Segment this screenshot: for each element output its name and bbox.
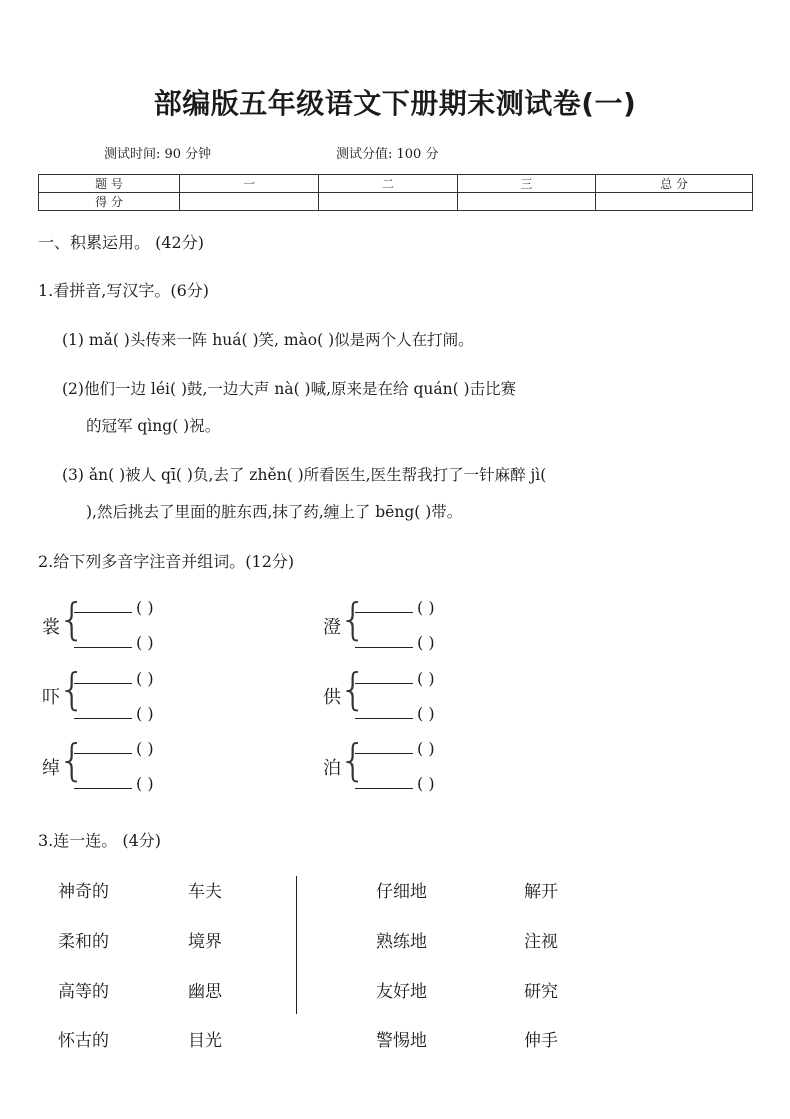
question-1-line-2a: (2)他们一边 léi( )鼓,一边大声 nà( )喊,原来是在给 quán( )击比赛 — [62, 380, 517, 398]
question-1-line-3b: ),然后挑去了里面的脏东西,抹了药,缠上了 bēng( )带。 — [86, 503, 463, 521]
answer-blank[interactable] — [355, 774, 413, 789]
answer-blank[interactable] — [74, 633, 132, 648]
brace-icon: { — [339, 735, 367, 786]
match-item[interactable]: 解开 — [524, 882, 558, 902]
answer-blank[interactable] — [355, 739, 413, 754]
match-item[interactable]: 幽思 — [188, 982, 222, 1002]
match-item[interactable]: 高等的 — [58, 982, 109, 1002]
brace-icon: { — [339, 594, 367, 645]
test-time: 测试时间: 90 分钟 — [104, 147, 212, 162]
question-1-line-3a: (3) ǎn( )被人 qī( )负,去了 zhěn( )所看医生,医生帮我打了一针麻醉 jì( — [62, 466, 547, 484]
match-item[interactable]: 车夫 — [188, 882, 222, 902]
match-item[interactable]: 神奇的 — [58, 882, 109, 902]
blank-row[interactable]: ( ) — [74, 704, 154, 723]
score-cell[interactable] — [596, 193, 753, 211]
score-table-header-row — [39, 175, 753, 193]
blank-row[interactable]: ( ) — [74, 774, 154, 793]
score-cell[interactable] — [319, 193, 458, 211]
polyphone-char: 供 — [323, 687, 341, 708]
blank-row[interactable]: ( ) — [355, 704, 435, 723]
blank-row[interactable]: ( ) — [74, 598, 154, 617]
answer-blank[interactable] — [74, 598, 132, 613]
match-item[interactable]: 柔和的 — [58, 932, 109, 952]
section-heading: 一、积累运用。 (42分) — [38, 233, 204, 252]
match-item[interactable]: 熟练地 — [376, 932, 427, 952]
brace-icon: { — [58, 594, 86, 645]
answer-blank[interactable] — [355, 598, 413, 613]
blank-row[interactable]: ( ) — [355, 669, 435, 688]
table-cell: 二 — [319, 175, 458, 193]
brace-icon: { — [339, 664, 367, 715]
match-item[interactable]: 注视 — [524, 932, 558, 952]
match-item[interactable]: 伸手 — [524, 1031, 558, 1051]
table-cell: 三 — [458, 175, 596, 193]
polyphone-char: 泊 — [323, 758, 341, 779]
table-cell: 题 号 — [39, 175, 180, 193]
score-cell[interactable] — [180, 193, 319, 211]
answer-blank[interactable] — [74, 774, 132, 789]
match-item[interactable]: 目光 — [188, 1031, 222, 1051]
question-2-title: 2.给下列多音字注音并组词。(12分) — [38, 552, 295, 571]
question-1-line-2b: 的冠军 qìng( )祝。 — [86, 417, 221, 435]
blank-row[interactable]: ( ) — [74, 633, 154, 652]
match-item[interactable]: 警惕地 — [376, 1031, 427, 1051]
question-3-title: 3.连一连。 (4分) — [38, 831, 162, 850]
question-1-title: 1.看拼音,写汉字。(6分) — [38, 281, 210, 300]
answer-blank[interactable] — [355, 633, 413, 648]
page-title: 部编版五年级语文下册期末测试卷(一) — [153, 87, 637, 120]
answer-blank[interactable] — [355, 669, 413, 684]
answer-blank[interactable] — [355, 704, 413, 719]
score-table-score-row — [39, 193, 753, 211]
match-item[interactable]: 仔细地 — [376, 882, 427, 902]
polyphone-char: 吓 — [42, 687, 60, 708]
score-table — [38, 174, 753, 211]
match-item[interactable]: 研究 — [524, 982, 558, 1002]
question-1-line-1: (1) mǎ( )头传来一阵 huá( )笑, mào( )似是两个人在打闹。 — [62, 331, 474, 349]
score-cell[interactable] — [458, 193, 596, 211]
blank-row[interactable]: ( ) — [355, 774, 435, 793]
table-cell: 总 分 — [596, 175, 753, 193]
blank-row[interactable]: ( ) — [355, 633, 435, 652]
blank-row[interactable]: ( ) — [355, 598, 435, 617]
polyphone-char: 绰 — [42, 758, 60, 779]
answer-blank[interactable] — [74, 704, 132, 719]
table-cell: 得 分 — [39, 193, 180, 211]
match-item[interactable]: 友好地 — [376, 982, 427, 1002]
brace-icon: { — [58, 664, 86, 715]
match-item[interactable]: 境界 — [188, 932, 222, 952]
blank-row[interactable]: ( ) — [74, 669, 154, 688]
blank-row[interactable]: ( ) — [74, 739, 154, 758]
polyphone-char: 裳 — [42, 617, 60, 638]
blank-row[interactable]: ( ) — [355, 739, 435, 758]
answer-blank[interactable] — [74, 739, 132, 754]
polyphone-char: 澄 — [323, 617, 341, 638]
test-score: 测试分值: 100 分 — [336, 147, 439, 162]
match-item[interactable]: 怀古的 — [58, 1031, 109, 1051]
brace-icon: { — [58, 735, 86, 786]
table-cell: 一 — [180, 175, 319, 193]
answer-blank[interactable] — [74, 669, 132, 684]
column-divider — [296, 876, 297, 1014]
